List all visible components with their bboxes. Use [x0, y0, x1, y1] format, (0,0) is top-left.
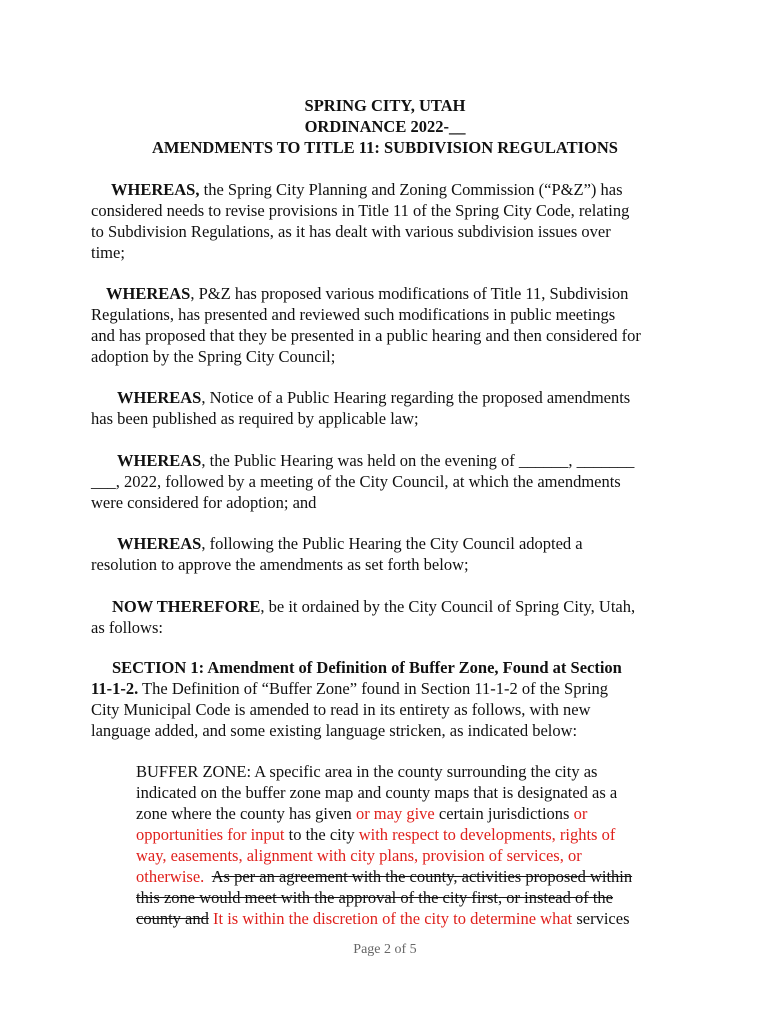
whereas-paragraph-5 — [91, 533, 691, 575]
paragraph-text: City Municipal Code is amended to read in its entirety as follows, with new — [91, 700, 591, 719]
whereas-lead: WHEREAS — [117, 534, 202, 553]
section-1-number: 11-1-2. — [91, 679, 139, 698]
paragraph-text: adoption by the Spring City Council; — [91, 347, 336, 366]
added-text: with respect to developments, rights of — [358, 825, 616, 844]
paragraph-text: to Subdivision Regulations, as it has dealt with various subdivision issues over — [91, 222, 611, 241]
doc-title-ordinance: ORDINANCE 2022-__ — [304, 117, 466, 136]
added-text: It is within the discretion of the city to determine what — [208, 909, 573, 928]
whereas-lead: WHEREAS — [117, 388, 202, 407]
definition-text: to the city — [284, 825, 359, 844]
paragraph-text: The Definition of “Buffer Zone” found in Section 11-1-2 of the Spring — [138, 679, 609, 698]
stricken-text: this zone would meet with the approval of the city first, or instead of the — [136, 888, 614, 907]
paragraph-text: , be it ordained by the City Council of Spring City, Utah, — [260, 597, 636, 616]
definition-text: BUFFER ZONE: A specific area in the county surrounding the city as — [136, 762, 598, 781]
added-text: otherwise. — [136, 867, 205, 886]
paragraph-text: Regulations, has presented and reviewed such modifications in public meetings — [91, 305, 616, 324]
paragraph-text: , the Public Hearing was held on the evening of ______, _______ — [201, 451, 635, 470]
whereas-lead: WHEREAS, — [111, 180, 200, 199]
added-text: way, easements, alignment with city plans, provision of services, or — [136, 846, 582, 865]
paragraph-text: considered needs to revise provisions in Title 11 of the Spring City Code, relating — [91, 201, 630, 220]
added-text: or may give — [355, 804, 435, 823]
whereas-paragraph-3 — [91, 387, 691, 429]
paragraph-text: , Notice of a Public Hearing regarding the proposed amendments — [201, 388, 631, 407]
doc-title-city: SPRING CITY, UTAH — [304, 96, 466, 115]
spacer-text — [204, 867, 211, 886]
whereas-lead: WHEREAS — [106, 284, 191, 303]
section-1-heading: SECTION 1: Amendment of Definition of Buffer Zone, Found at Section — [112, 658, 622, 677]
whereas-lead: WHEREAS — [117, 451, 202, 470]
whereas-paragraph-1 — [91, 179, 691, 263]
definition-text: indicated on the buffer zone map and county maps that is designated as a — [136, 783, 618, 802]
now-therefore-paragraph — [91, 596, 691, 638]
paragraph-text: the Spring City Planning and Zoning Commission (“P&Z”) has — [199, 180, 623, 199]
paragraph-text: , following the Public Hearing the City Council adopted a — [201, 534, 583, 553]
stricken-text: county and — [136, 909, 209, 928]
paragraph-text: as follows: — [91, 618, 163, 637]
buffer-zone-definition — [136, 761, 676, 929]
page-number: Page 2 of 5 — [353, 942, 417, 957]
doc-title-amendments: AMENDMENTS TO TITLE 11: SUBDIVISION REGULATIONS — [152, 138, 618, 157]
added-text: or — [573, 804, 588, 823]
paragraph-text: time; — [91, 243, 125, 262]
added-text: opportunities for input — [136, 825, 285, 844]
whereas-paragraph-4 — [91, 450, 691, 513]
section-1-paragraph — [91, 657, 691, 741]
definition-text: zone where the county has given — [136, 804, 356, 823]
paragraph-text: resolution to approve the amendments as set forth below; — [91, 555, 469, 574]
stricken-text: As per an agreement with the county, activities proposed within — [211, 867, 633, 886]
paragraph-text: and has proposed that they be presented in a public hearing and then considered for — [91, 326, 641, 345]
whereas-paragraph-2 — [91, 283, 691, 367]
paragraph-text: , P&Z has proposed various modifications of Title 11, Subdivision — [190, 284, 629, 303]
paragraph-text: language added, and some existing language stricken, as indicated below: — [91, 721, 578, 740]
paragraph-text: were considered for adoption; and — [91, 493, 317, 512]
now-therefore-lead: NOW THEREFORE — [112, 597, 261, 616]
paragraph-text: has been published as required by applicable law; — [91, 409, 419, 428]
paragraph-text: ___, 2022, followed by a meeting of the City Council, at which the amendments — [91, 472, 621, 491]
definition-text: services — [572, 909, 630, 928]
definition-text: certain jurisdictions — [434, 804, 574, 823]
